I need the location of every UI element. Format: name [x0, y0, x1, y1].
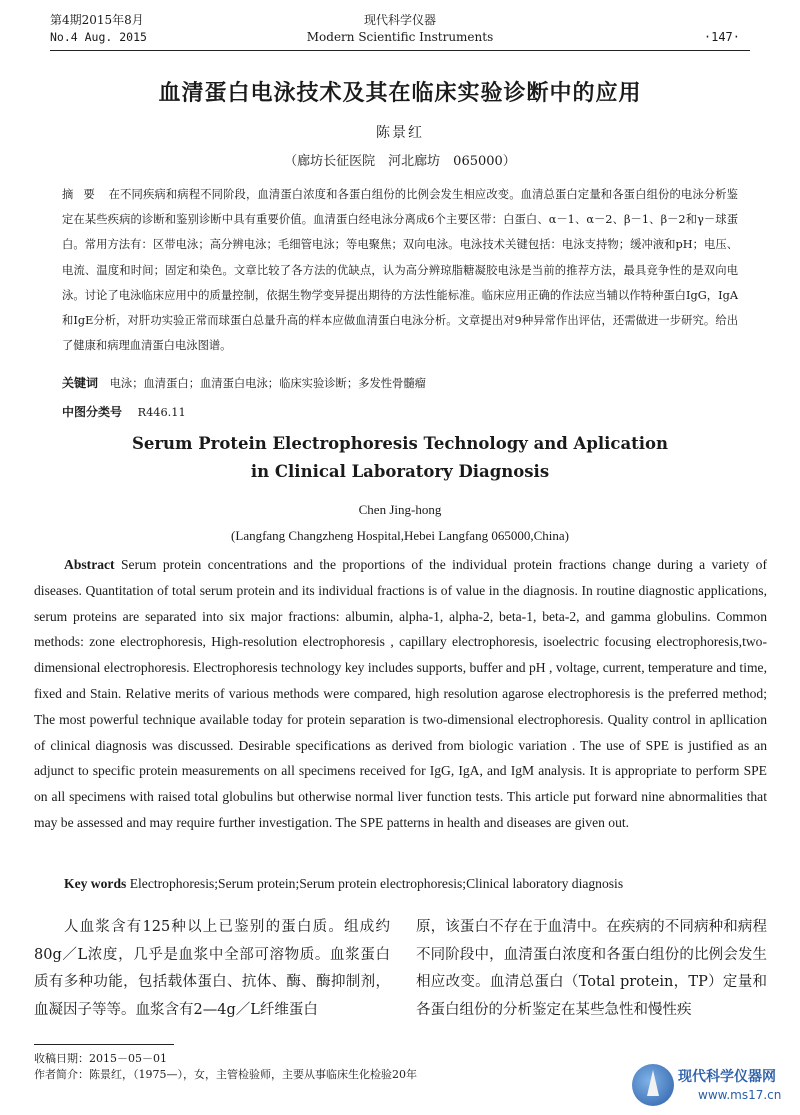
- body-column-right: 原，该蛋白不存在于血清中。在疾病的不同病种和病程不同阶段中，血清蛋白浓度和各蛋白组份的比例会发生相应改变。血清总蛋白（Total protein，TP）定量和各蛋白组份的分析鉴定在某些急性和慢性疾: [416, 919, 767, 1018]
- classification-cn-label: 中图分类号: [62, 405, 123, 419]
- author-en: Chen Jing-hong: [358, 502, 442, 517]
- affiliation-en: (Langfang Changzheng Hospital,Hebei Langfang 065000,China): [231, 528, 569, 543]
- issue-cn: 第4期2015年8月: [50, 13, 144, 27]
- keywords-en: [64, 876, 764, 892]
- article-title-cn: 血清蛋白电泳技术及其在临床实验诊断中的应用: [158, 80, 642, 106]
- keywords-cn-text: 电泳；血清蛋白；血清蛋白电泳；临床实验诊断；多发性骨髓瘤: [109, 377, 426, 390]
- journal-name: [0, 12, 800, 46]
- watermark-url: www.ms17.cn: [698, 1088, 782, 1102]
- abstract-en-text: Serum protein concentrations and the proportions of the individual protein fractions change during a variety of diseases. Quantitation of total serum protein and its individual fractions is of value in the diagnosis. In routine diagnostic applications, serum proteins are separated into six major fractions: albumin, alpha-1, alpha-2, beta-1, beta-2, and gamma globulins. Common methods: zone electrophoresis, High-resolution electrophoresis , capillary electrophoresis, isoelectric focusing electrophoresis,two-dimensional electrophoresis. Electrophoresis technology key includes supports, buffer and pH , voltage, current, temperature and time, fixed and Stain. Relative merits of various methods were compared, high resolution agarose electrophoresis is the preferred method; The most powerful technique available today for protein separation is two-dimensional electrophoresis. Quality control in apllication of clinical diagnosis was discussed. Desirable specifications as derived from biologic variation . The use of SPE is justified as an adjunct to specific protein measurements on all specimens received for IgG, IgA, and IgM analysis. It is appropriate to perform SPE on all specimens with raised total globulins but otherwise normal liver function tests. This article put forward nine abnormalities that may be assessed and may require further investigation. The SPE patterns in health and diseases are given out.: [34, 557, 767, 830]
- keywords-en-label: Key words: [64, 876, 127, 891]
- abstract-en-label: Abstract: [64, 557, 115, 572]
- keywords-en-text: Electrophoresis;Serum protein;Serum protein electrophoresis;Clinical laboratory diagnosis: [129, 876, 624, 891]
- site-watermark: [632, 1062, 800, 1112]
- journal-en: Modern Scientific Instruments: [306, 30, 494, 44]
- classification-cn: [62, 403, 742, 420]
- abstract-cn: [62, 182, 738, 358]
- keywords-cn-label: 关键词: [62, 376, 99, 390]
- issue-en: No.4 Aug. 2015: [50, 30, 147, 44]
- abstract-en: [34, 552, 767, 836]
- watermark-name: 现代科学仪器网: [678, 1069, 776, 1085]
- title-en-line2: in Clinical Laboratory Diagnosis: [250, 462, 550, 481]
- journal-cn: 现代科学仪器: [363, 13, 436, 27]
- footnote: [34, 1051, 634, 1083]
- header-rule: [50, 50, 750, 51]
- classification-cn-text: R446.11: [137, 406, 186, 419]
- abstract-cn-label: 摘要: [62, 188, 105, 201]
- title-en-line1: Serum Protein Electrophoresis Technology and Aplication: [131, 434, 669, 453]
- watermark-logo-icon: [632, 1064, 674, 1106]
- footnote-received: 收稿日期：2015－05－01: [34, 1052, 167, 1065]
- author-cn: 陈景红: [376, 125, 424, 141]
- keywords-cn: [62, 374, 742, 391]
- page-number: ·147·: [703, 30, 740, 44]
- abstract-cn-text: 在不同疾病和病程不同阶段，血清蛋白浓度和各蛋白组份的比例会发生相应改变。血清总蛋白定量和各蛋白组份的电泳分析鉴定在某些疾病的诊断和鉴别诊断中具有重要价值。血清蛋白经电泳分离成6个主要区带：白蛋白、α－1、α－2、β－1、β－2和γ－球蛋白。常用方法有：区带电泳；高分辨电泳；毛细管电泳；等电聚焦；双向电泳。电泳技术关键包括：电泳支持物；缓冲液和pH；电压、电流、温度和时间；固定和染色。文章比较了各方法的优缺点，认为高分辨琼脂糖凝胶电泳是当前的推荐方法，最具竞争性的是双向电泳。讨论了电泳临床应用中的质量控制，依据生物学变异提出期待的方法性能标准。临床应用正确的作法应当辅以作特种蛋白IgG，IgA和IgE分析，对肝功实验正常而球蛋白总量升高的样本应做血清蛋白电泳分析。文章提出对9种异常作出评估，还需做进一步研究。给出了健康和病理血清蛋白电泳图谱。: [62, 188, 738, 353]
- footnote-rule: [34, 1044, 174, 1045]
- body-column-left: 人血浆含有125种以上已鉴别的蛋白质。组成约80g／L浓度，几乎是血浆中全部可溶物质。血浆蛋白质有多种功能，包括载体蛋白、抗体、酶、酶抑制剂，血凝因子等等。血浆含有2—4g／L纤维蛋白: [34, 919, 390, 1018]
- article-title-en: [0, 430, 800, 486]
- affiliation-cn: （廊坊长征医院 河北廊坊 065000）: [284, 154, 516, 169]
- footnote-author-bio: 作者简介：陈景红，（1975—），女，主管检验师，主要从事临床生化检验20年: [34, 1068, 417, 1081]
